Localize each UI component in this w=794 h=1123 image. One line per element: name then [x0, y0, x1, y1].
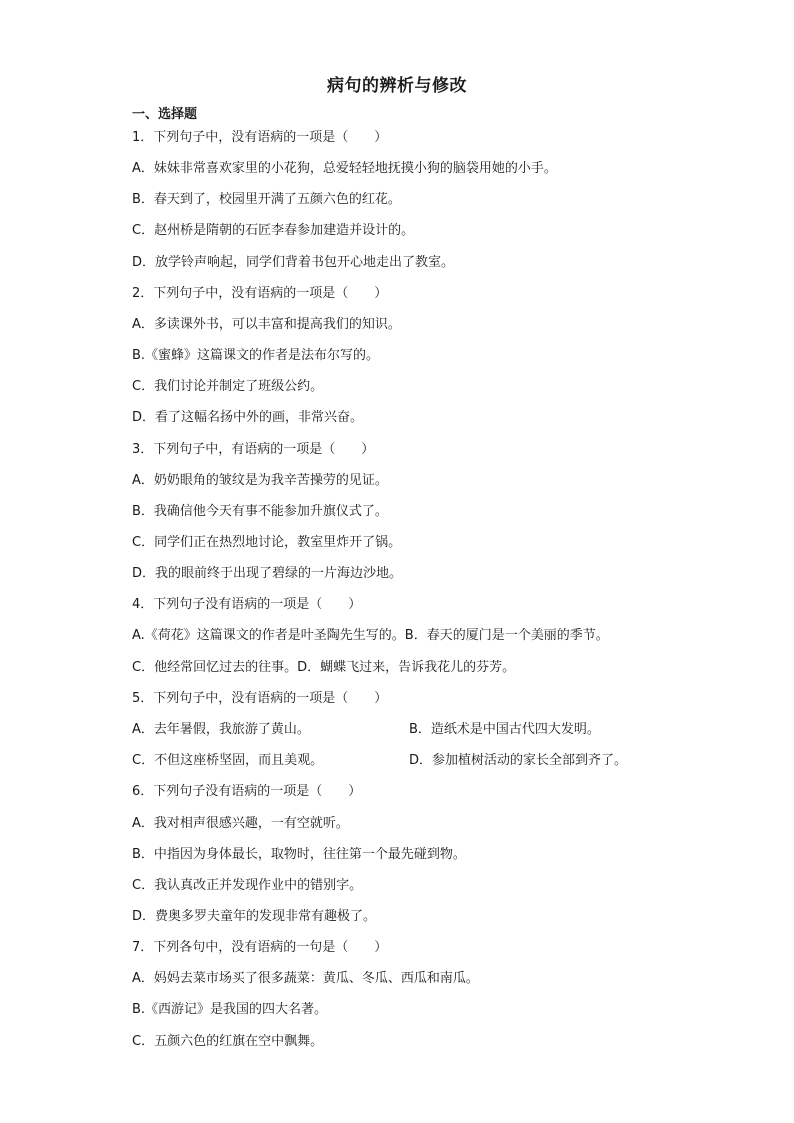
question-5-option-d: D．参加植树活动的家长全部到齐了。	[409, 753, 628, 768]
question-3-option-a: A．奶奶眼角的皱纹是为我辛苦操劳的见证。	[132, 473, 388, 488]
question-4-stem: 4．下列句子没有语病的一项是（ ）	[132, 597, 362, 612]
question-1-stem: 1．下列句子中，没有语病的一项是（ ）	[132, 130, 388, 145]
question-2-option-c: C．我们讨论并制定了班级公约。	[132, 379, 324, 394]
question-3-option-c: C．同学们正在热烈地讨论，教室里炸开了锅。	[132, 535, 402, 550]
question-7-option-c: C．五颜六色的红旗在空中飘舞。	[132, 1034, 324, 1049]
question-5-stem: 5．下列句子中，没有语病的一项是（ ）	[132, 691, 388, 706]
section-heading: 一、选择题	[132, 107, 198, 122]
question-1-option-d: D．放学铃声响起，同学们背着书包开心地走出了教室。	[132, 255, 455, 270]
question-2-option-d: D．看了这幅名扬中外的画，非常兴奋。	[132, 410, 364, 425]
document-title: 病句的辨析与修改	[327, 76, 467, 96]
question-5-option-a: A．去年暑假，我旅游了黄山。	[132, 722, 310, 737]
question-2-option-a: A．多读课外书，可以丰富和提高我们的知识。	[132, 317, 401, 332]
question-7-option-a: A．妈妈去菜市场买了很多蔬菜：黄瓜、冬瓜、西瓜和南瓜。	[132, 971, 479, 986]
question-2-stem: 2．下列句子中，没有语病的一项是（ ）	[132, 286, 388, 301]
question-5-option-b: B．造纸术是中国古代四大发明。	[409, 722, 600, 737]
question-2-option-b: B.《蜜蜂》这篇课文的作者是法布尔写的。	[132, 348, 380, 363]
question-6-option-b: B．中指因为身体最长，取物时，往往第一个最先碰到物。	[132, 847, 466, 862]
question-1-option-a: A．妹妹非常喜欢家里的小花狗，总爱轻轻地抚摸小狗的脑袋用她的小手。	[132, 161, 557, 176]
question-3-option-b: B．我确信他今天有事不能参加升旗仪式了。	[132, 504, 388, 519]
question-4-options-cd: C．他经常回忆过去的往事。D．蝴蝶飞过来，告诉我花儿的芬芳。	[132, 660, 516, 675]
question-7-stem: 7．下列各句中，没有语病的一句是（ ）	[132, 940, 388, 955]
question-4-options-ab: A.《荷花》这篇课文的作者是叶圣陶先生写的。B．春天的厦门是一个美丽的季节。	[132, 628, 609, 643]
question-6-option-d: D．费奥多罗夫童年的发现非常有趣极了。	[132, 909, 377, 924]
question-6-option-c: C．我认真改正并发现作业中的错别字。	[132, 878, 363, 893]
question-3-option-d: D．我的眼前终于出现了碧绿的一片海边沙地。	[132, 566, 403, 581]
question-6-option-a: A．我对相声很感兴趣，一有空就听。	[132, 816, 349, 831]
question-6-stem: 6．下列句子没有语病的一项是（ ）	[132, 784, 362, 799]
question-7-option-b: B.《西游记》是我国的四大名著。	[132, 1002, 328, 1017]
question-1-option-b: B．春天到了，校园里开满了五颜六色的红花。	[132, 192, 401, 207]
question-1-option-c: C．赵州桥是隋朝的石匠李春参加建造并设计的。	[132, 223, 415, 238]
question-5-option-c: C．不但这座桥坚固，而且美观。	[132, 753, 324, 768]
question-3-stem: 3．下列句子中，有语病的一项是（ ）	[132, 442, 375, 457]
